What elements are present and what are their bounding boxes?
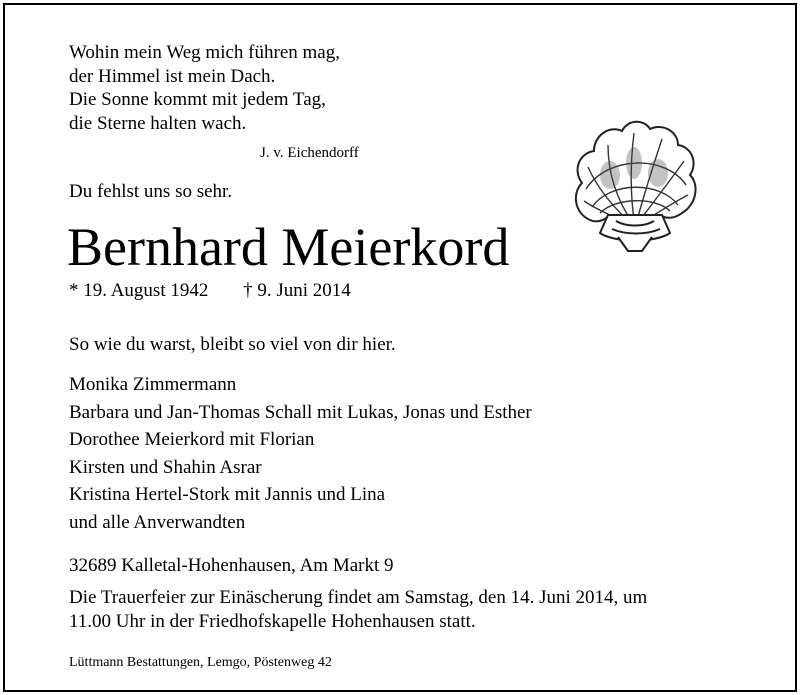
poem-line: der Himmel ist mein Dach. bbox=[69, 65, 276, 87]
birth-date: * 19. August 1942 bbox=[69, 280, 209, 301]
mourner: und alle Anverwandten bbox=[69, 511, 246, 533]
poem-line: die Sterne halten wach. bbox=[69, 112, 247, 134]
death-date: † 9. Juni 2014 bbox=[243, 280, 351, 301]
mourner: Barbara und Jan-Thomas Schall mit Lukas, Jonas und Esther bbox=[69, 401, 532, 423]
funeral-line: 11.00 Uhr in der Friedhofskapelle Hohenhausen statt. bbox=[69, 610, 476, 632]
mourner: Monika Zimmermann bbox=[69, 374, 237, 395]
poem-line: Die Sonne kommt mit jedem Tag, bbox=[69, 89, 326, 110]
mourners-list bbox=[69, 371, 532, 536]
mourner: Kirsten und Shahin Asrar bbox=[69, 456, 262, 478]
undertaker-info: Lüttmann Bestattungen, Lemgo, Pöstenweg 42 bbox=[69, 655, 332, 670]
funeral-line: Die Trauerfeier zur Einäscherung findet am Samstag, den 14. Juni 2014, um bbox=[69, 587, 648, 608]
deceased-name: Bernhard Meierkord bbox=[67, 217, 510, 277]
obituary-notice bbox=[3, 3, 797, 692]
poem-line: Wohin mein Weg mich führen mag, bbox=[69, 42, 340, 63]
life-dates bbox=[69, 280, 351, 302]
family-address: 32689 Kalletal-Hohenhausen, Am Markt 9 bbox=[69, 555, 394, 576]
funeral-info bbox=[69, 586, 769, 633]
mourner: Dorothee Meierkord mit Florian bbox=[69, 429, 315, 450]
scallop-shell-icon bbox=[570, 115, 700, 260]
poem-author: J. v. Eichendorff bbox=[260, 145, 359, 161]
poem bbox=[69, 41, 340, 135]
motto: So wie du warst, bleibt so viel von dir hier. bbox=[69, 334, 396, 355]
intro-line: Du fehlst uns so sehr. bbox=[69, 181, 233, 202]
mourner: Kristina Hertel-Stork mit Jannis und Lina bbox=[69, 484, 386, 505]
